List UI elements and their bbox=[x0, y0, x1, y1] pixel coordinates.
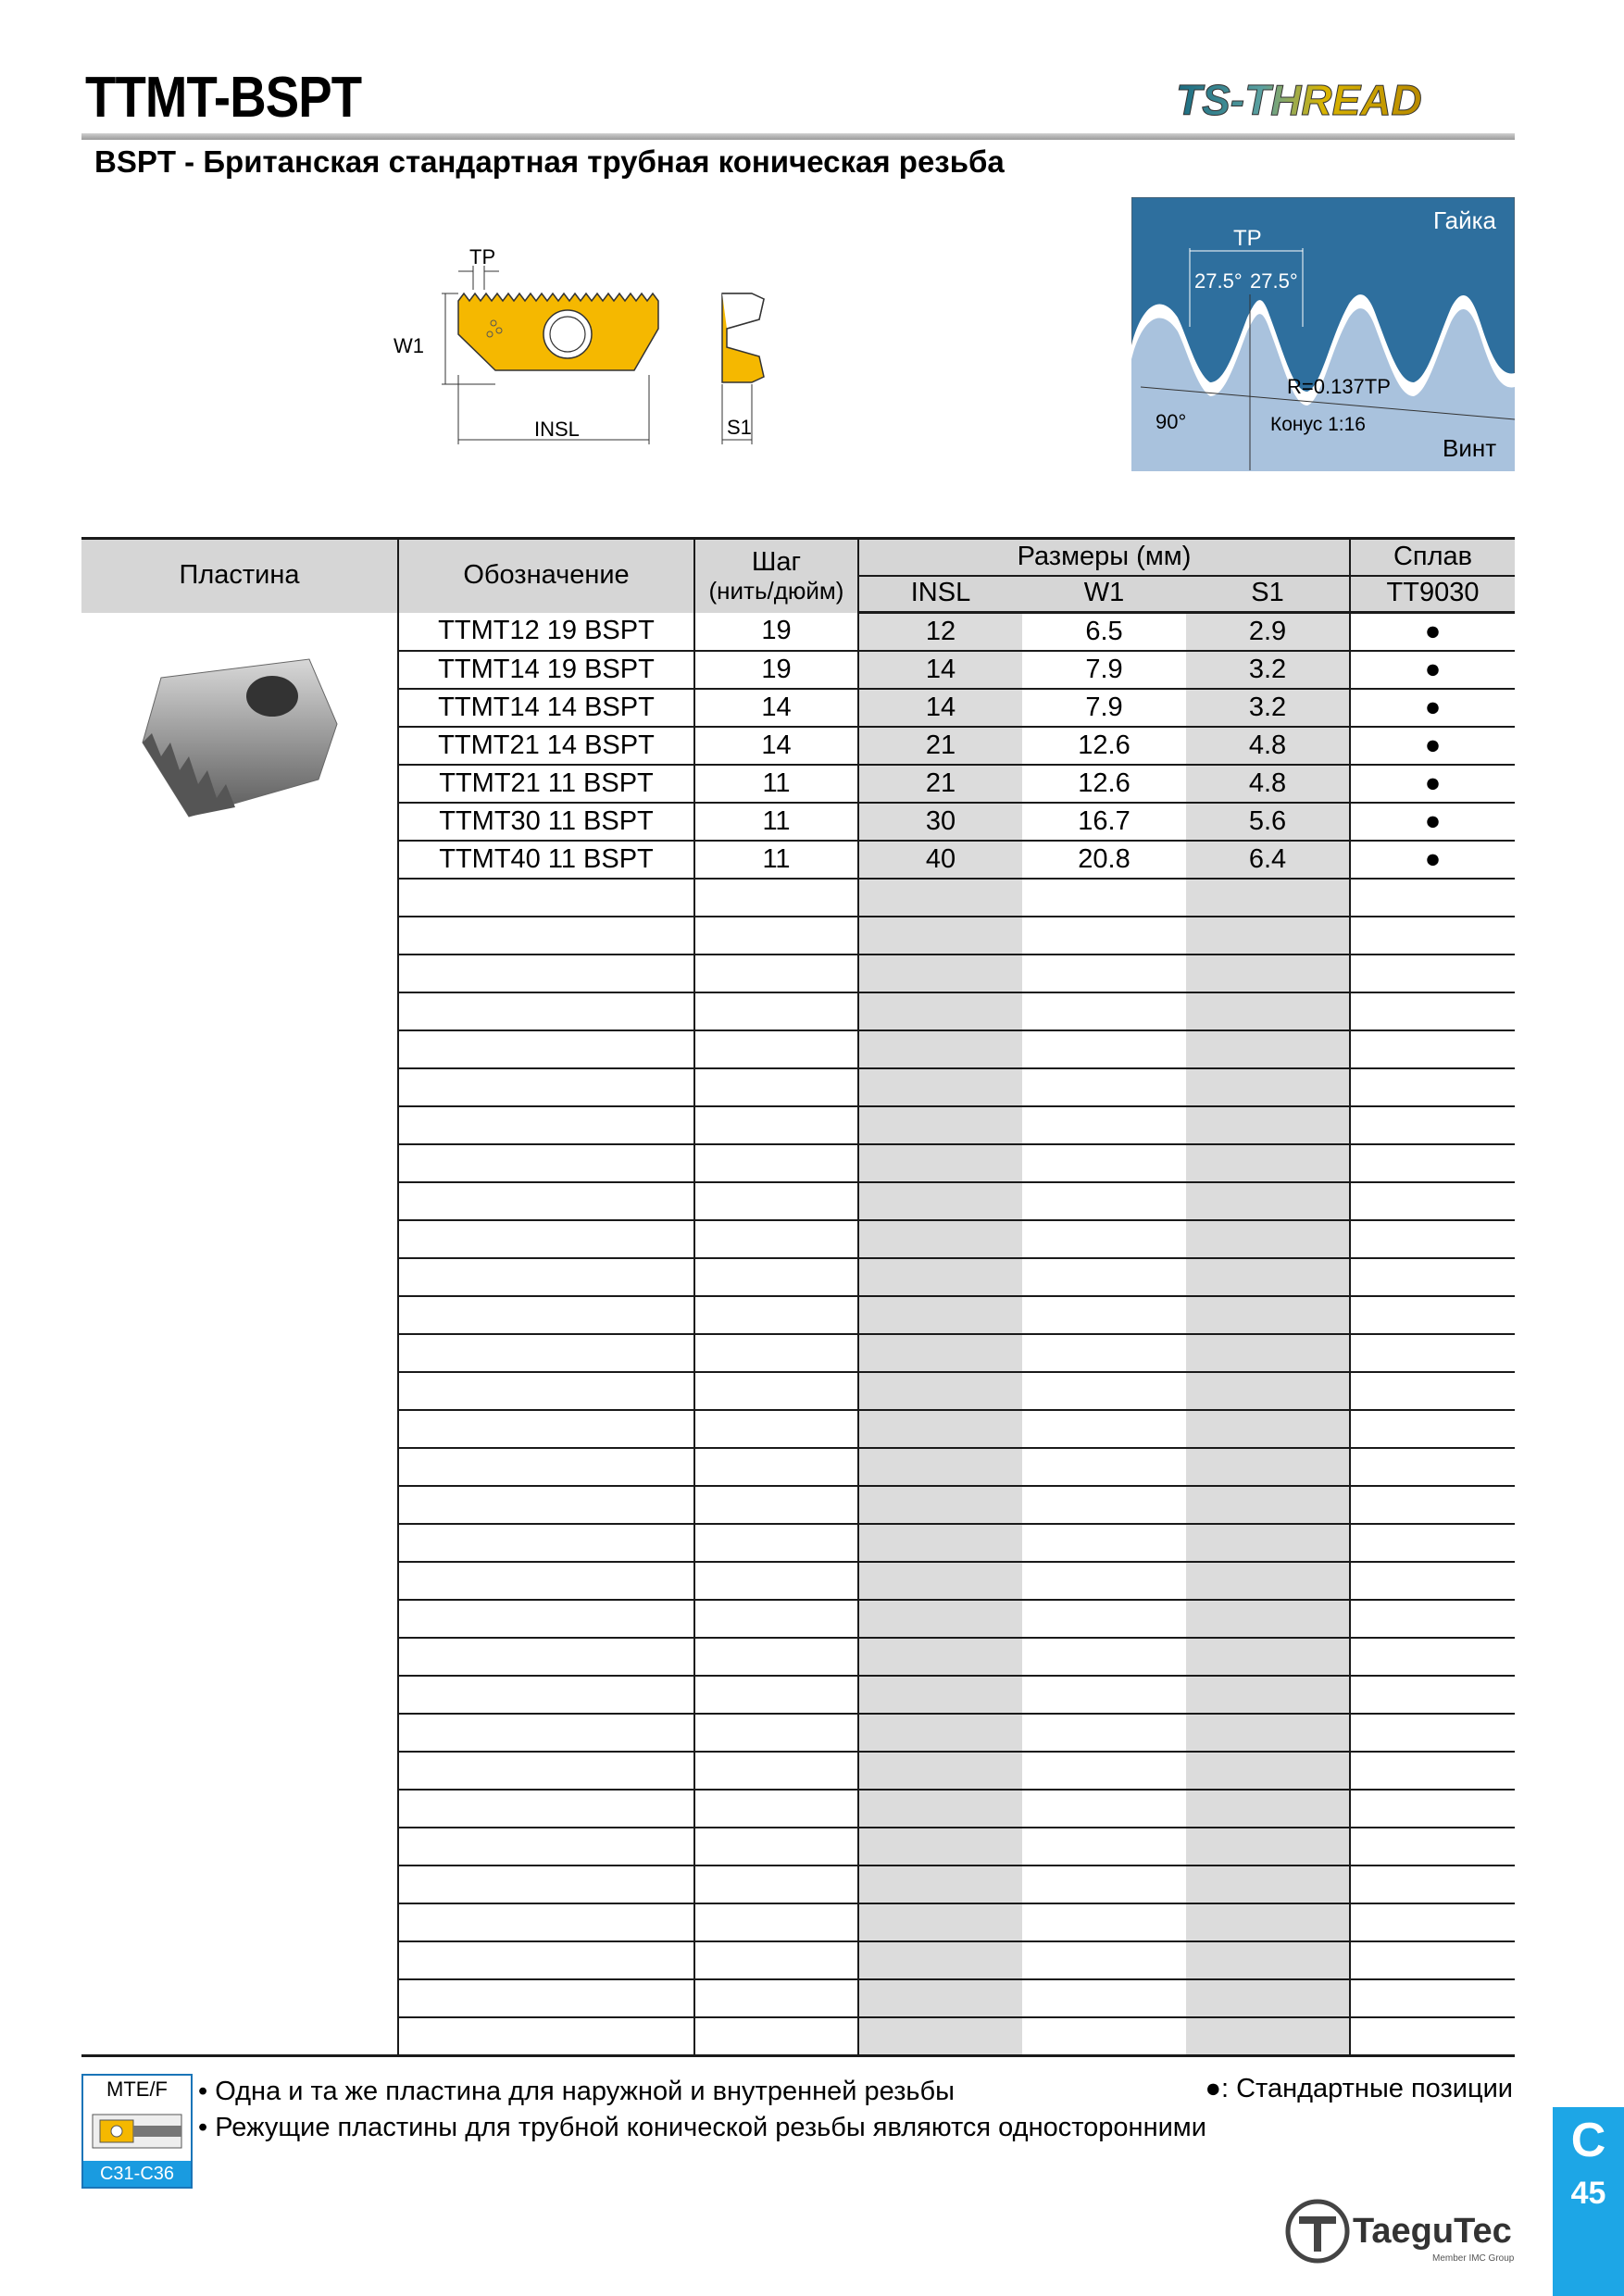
pitch-cell bbox=[694, 1676, 858, 1714]
grade-cell bbox=[1350, 1638, 1515, 1676]
section-tab bbox=[1553, 2107, 1624, 2296]
w1-cell bbox=[1022, 1334, 1186, 1372]
w1-cell bbox=[1022, 1372, 1186, 1410]
w1-cell bbox=[1022, 1562, 1186, 1600]
designation-cell bbox=[398, 1068, 694, 1106]
w1-cell bbox=[1022, 1030, 1186, 1068]
pitch-cell bbox=[694, 1030, 858, 1068]
pitch-cell: 11 bbox=[694, 803, 858, 841]
s1-cell bbox=[1186, 1866, 1350, 1903]
w1-cell bbox=[1022, 1903, 1186, 1941]
designation-cell: TTMT40 11 BSPT bbox=[398, 841, 694, 879]
insl-cell bbox=[858, 1524, 1022, 1562]
s1-cell bbox=[1186, 2017, 1350, 2056]
designation-cell bbox=[398, 1676, 694, 1714]
w1-cell bbox=[1022, 1144, 1186, 1182]
grade-cell bbox=[1350, 1486, 1515, 1524]
grade-cell: ● bbox=[1350, 689, 1515, 727]
angle-left-label: 27.5° bbox=[1194, 269, 1243, 293]
grade-cell bbox=[1350, 992, 1515, 1030]
s1-cell bbox=[1186, 955, 1350, 992]
designation-cell bbox=[398, 1524, 694, 1562]
grade-cell bbox=[1350, 1182, 1515, 1220]
w1-cell bbox=[1022, 1258, 1186, 1296]
w1-cell bbox=[1022, 1182, 1186, 1220]
grade-cell: ● bbox=[1350, 651, 1515, 689]
nut-label: Гайка bbox=[1433, 206, 1497, 234]
pitch-cell bbox=[694, 1600, 858, 1638]
designation-cell bbox=[398, 1486, 694, 1524]
grade-cell: ● bbox=[1350, 841, 1515, 879]
w1-cell bbox=[1022, 2017, 1186, 2056]
header-w1: W1 bbox=[1022, 576, 1186, 613]
insl-cell bbox=[858, 1903, 1022, 1941]
s1-cell bbox=[1186, 1828, 1350, 1866]
pitch-cell bbox=[694, 1903, 858, 1941]
s1-cell bbox=[1186, 1296, 1350, 1334]
pitch-cell bbox=[694, 955, 858, 992]
s1-cell bbox=[1186, 1562, 1350, 1600]
header-pitch-unit: (нить/дюйм) bbox=[708, 576, 844, 605]
insl-cell bbox=[858, 1182, 1022, 1220]
footer-notes bbox=[198, 2074, 1206, 2146]
w1-cell bbox=[1022, 917, 1186, 955]
svg-text:TaeguTec: TaeguTec bbox=[1353, 2212, 1512, 2251]
designation-cell bbox=[398, 1562, 694, 1600]
pitch-cell bbox=[694, 1258, 858, 1296]
pitch-cell bbox=[694, 1790, 858, 1828]
grade-cell bbox=[1350, 1334, 1515, 1372]
pitch-cell bbox=[694, 1752, 858, 1790]
s1-cell bbox=[1186, 1941, 1350, 1979]
insl-cell bbox=[858, 1562, 1022, 1600]
page-subtitle: BSPT - Британская стандартная трубная коническая резьба bbox=[94, 144, 1005, 179]
pitch-cell bbox=[694, 1562, 858, 1600]
pitch-cell bbox=[694, 1979, 858, 2017]
taegutec-logo bbox=[1282, 2185, 1518, 2268]
grade-cell bbox=[1350, 1524, 1515, 1562]
grade-cell bbox=[1350, 1144, 1515, 1182]
designation-cell bbox=[398, 1790, 694, 1828]
designation-cell bbox=[398, 879, 694, 917]
grade-cell bbox=[1350, 1562, 1515, 1600]
ts-thread-logo bbox=[1167, 72, 1518, 128]
w1-cell bbox=[1022, 1106, 1186, 1144]
thread-profile-diagram bbox=[1131, 197, 1515, 471]
insl-cell: 30 bbox=[858, 803, 1022, 841]
insl-cell bbox=[858, 1068, 1022, 1106]
pitch-cell: 11 bbox=[694, 841, 858, 879]
tp-label: TP bbox=[469, 245, 496, 268]
insl-cell bbox=[858, 1714, 1022, 1752]
grade-cell bbox=[1350, 1030, 1515, 1068]
insl-cell bbox=[858, 1638, 1022, 1676]
designation-cell bbox=[398, 1220, 694, 1258]
section-letter: C bbox=[1570, 2114, 1606, 2167]
w1-cell bbox=[1022, 1524, 1186, 1562]
designation-cell bbox=[398, 1372, 694, 1410]
w1-cell: 7.9 bbox=[1022, 689, 1186, 727]
designation-cell bbox=[398, 1296, 694, 1334]
w1-cell bbox=[1022, 1676, 1186, 1714]
insl-cell bbox=[858, 1372, 1022, 1410]
w1-cell bbox=[1022, 879, 1186, 917]
w1-cell bbox=[1022, 1600, 1186, 1638]
header-pitch-label: Шаг bbox=[751, 547, 802, 577]
insl-cell: 21 bbox=[858, 727, 1022, 765]
grade-cell bbox=[1350, 1828, 1515, 1866]
header-insert: Пластина bbox=[81, 539, 398, 613]
designation-cell bbox=[398, 1030, 694, 1068]
grade-cell bbox=[1350, 1448, 1515, 1486]
s1-cell: 3.2 bbox=[1186, 651, 1350, 689]
page-number: 45 bbox=[1570, 2176, 1606, 2211]
pitch-cell bbox=[694, 879, 858, 917]
grade-cell bbox=[1350, 1296, 1515, 1334]
pitch-cell bbox=[694, 917, 858, 955]
designation-cell bbox=[398, 955, 694, 992]
w1-cell bbox=[1022, 1714, 1186, 1752]
insl-cell bbox=[858, 1600, 1022, 1638]
w1-cell: 6.5 bbox=[1022, 613, 1186, 652]
designation-cell bbox=[398, 1638, 694, 1676]
pitch-cell: 11 bbox=[694, 765, 858, 803]
toolholder-reference[interactable] bbox=[81, 2074, 193, 2189]
s1-cell bbox=[1186, 1486, 1350, 1524]
toolholder-icon bbox=[91, 2105, 183, 2155]
w1-cell bbox=[1022, 1752, 1186, 1790]
pitch-cell bbox=[694, 2017, 858, 2056]
designation-cell bbox=[398, 1941, 694, 1979]
pitch-cell: 14 bbox=[694, 689, 858, 727]
insl-cell: 40 bbox=[858, 841, 1022, 879]
grade-cell: ● bbox=[1350, 765, 1515, 803]
profile-tp-label: TP bbox=[1233, 226, 1262, 251]
legend-standard-items: ●: Стандартные позиции bbox=[1205, 2074, 1513, 2103]
grade-cell bbox=[1350, 1258, 1515, 1296]
svg-text:TS-THREAD: TS-THREAD bbox=[1176, 76, 1422, 124]
s1-cell bbox=[1186, 1524, 1350, 1562]
s1-cell bbox=[1186, 879, 1350, 917]
insl-cell bbox=[858, 1258, 1022, 1296]
insert-photo-image bbox=[124, 641, 356, 826]
designation-cell: TTMT21 11 BSPT bbox=[398, 765, 694, 803]
title-divider bbox=[81, 133, 1515, 140]
insl-cell bbox=[858, 1828, 1022, 1866]
insl-cell bbox=[858, 1106, 1022, 1144]
taper-label: Конус 1:16 bbox=[1270, 414, 1366, 435]
designation-cell bbox=[398, 1448, 694, 1486]
s1-cell bbox=[1186, 1372, 1350, 1410]
grade-cell bbox=[1350, 1676, 1515, 1714]
grade-cell bbox=[1350, 2017, 1515, 2056]
grade-cell bbox=[1350, 917, 1515, 955]
designation-cell bbox=[398, 1979, 694, 2017]
w1-cell bbox=[1022, 955, 1186, 992]
grade-cell bbox=[1350, 1714, 1515, 1752]
w1-cell bbox=[1022, 1979, 1186, 2017]
insl-cell bbox=[858, 1676, 1022, 1714]
s1-cell bbox=[1186, 1182, 1350, 1220]
pitch-cell bbox=[694, 1372, 858, 1410]
pitch-cell bbox=[694, 1828, 858, 1866]
insl-cell bbox=[858, 879, 1022, 917]
designation-cell bbox=[398, 1334, 694, 1372]
s1-cell bbox=[1186, 1903, 1350, 1941]
s1-cell: 4.8 bbox=[1186, 727, 1350, 765]
grade-cell bbox=[1350, 1752, 1515, 1790]
spec-table bbox=[81, 537, 1515, 2057]
designation-cell bbox=[398, 1752, 694, 1790]
insert-photo bbox=[81, 613, 398, 2056]
insl-cell: 12 bbox=[858, 613, 1022, 652]
pitch-cell bbox=[694, 1182, 858, 1220]
w1-cell bbox=[1022, 1068, 1186, 1106]
grade-cell bbox=[1350, 1068, 1515, 1106]
header-insl: INSL bbox=[858, 576, 1022, 613]
s1-cell: 3.2 bbox=[1186, 689, 1350, 727]
toolholder-label: MTE/F bbox=[106, 2078, 168, 2101]
designation-cell bbox=[398, 1182, 694, 1220]
designation-cell: TTMT12 19 BSPT bbox=[398, 613, 694, 652]
insl-label: INSL bbox=[534, 418, 580, 441]
w1-cell bbox=[1022, 1638, 1186, 1676]
toolholder-pages: C31-C36 bbox=[83, 2161, 191, 2187]
designation-cell: TTMT21 14 BSPT bbox=[398, 727, 694, 765]
insl-cell bbox=[858, 1030, 1022, 1068]
grade-cell bbox=[1350, 1903, 1515, 1941]
header-s1: S1 bbox=[1186, 576, 1350, 613]
s1-cell: 4.8 bbox=[1186, 765, 1350, 803]
s1-label: S1 bbox=[727, 416, 752, 439]
pitch-cell bbox=[694, 1524, 858, 1562]
insl-cell bbox=[858, 955, 1022, 992]
w1-cell bbox=[1022, 992, 1186, 1030]
s1-cell bbox=[1186, 1600, 1350, 1638]
designation-cell bbox=[398, 2017, 694, 2056]
insl-cell bbox=[858, 917, 1022, 955]
designation-cell: TTMT14 14 BSPT bbox=[398, 689, 694, 727]
table-row bbox=[81, 613, 1515, 652]
screw-label: Винт bbox=[1443, 434, 1497, 462]
s1-cell bbox=[1186, 992, 1350, 1030]
w1-cell bbox=[1022, 1486, 1186, 1524]
insl-cell bbox=[858, 1410, 1022, 1448]
insl-cell bbox=[858, 2017, 1022, 2056]
w1-cell bbox=[1022, 1828, 1186, 1866]
designation-cell bbox=[398, 917, 694, 955]
insl-cell bbox=[858, 1296, 1022, 1334]
insert-dimension-drawing bbox=[384, 245, 801, 468]
w1-cell: 12.6 bbox=[1022, 727, 1186, 765]
w1-cell bbox=[1022, 1790, 1186, 1828]
page-title: TTMT-BSPT bbox=[85, 66, 362, 130]
w1-cell bbox=[1022, 1941, 1186, 1979]
s1-cell bbox=[1186, 1638, 1350, 1676]
grade-cell: ● bbox=[1350, 803, 1515, 841]
header-grade-code: TT9030 bbox=[1350, 576, 1515, 613]
header-grade: Сплав bbox=[1350, 539, 1515, 576]
pitch-cell: 19 bbox=[694, 613, 858, 652]
header-designation: Обозначение bbox=[398, 539, 694, 613]
insl-cell bbox=[858, 1448, 1022, 1486]
s1-cell: 2.9 bbox=[1186, 613, 1350, 652]
note-item: • Режущие пластины для трубной конической резьбы являются односторонними bbox=[198, 2110, 1206, 2146]
w1-cell bbox=[1022, 1448, 1186, 1486]
s1-cell: 6.4 bbox=[1186, 841, 1350, 879]
pitch-cell bbox=[694, 1144, 858, 1182]
designation-cell: TTMT30 11 BSPT bbox=[398, 803, 694, 841]
s1-cell bbox=[1186, 1106, 1350, 1144]
w1-cell: 7.9 bbox=[1022, 651, 1186, 689]
s1-cell bbox=[1186, 1752, 1350, 1790]
pitch-cell bbox=[694, 1941, 858, 1979]
grade-cell bbox=[1350, 1106, 1515, 1144]
grade-cell bbox=[1350, 1979, 1515, 2017]
designation-cell bbox=[398, 1903, 694, 1941]
insl-cell: 14 bbox=[858, 689, 1022, 727]
grade-cell bbox=[1350, 955, 1515, 992]
pitch-cell: 19 bbox=[694, 651, 858, 689]
insl-cell: 14 bbox=[858, 651, 1022, 689]
designation-cell bbox=[398, 1144, 694, 1182]
w1-label: W1 bbox=[394, 334, 424, 357]
pitch-cell bbox=[694, 1220, 858, 1258]
grade-cell bbox=[1350, 879, 1515, 917]
insl-cell bbox=[858, 1486, 1022, 1524]
grade-cell: ● bbox=[1350, 613, 1515, 652]
designation-cell bbox=[398, 1106, 694, 1144]
svg-text:Member IMC Group: Member IMC Group bbox=[1432, 2253, 1515, 2264]
s1-cell bbox=[1186, 1030, 1350, 1068]
w1-cell bbox=[1022, 1410, 1186, 1448]
pitch-cell bbox=[694, 1410, 858, 1448]
pitch-cell bbox=[694, 1068, 858, 1106]
grade-cell bbox=[1350, 1410, 1515, 1448]
insl-cell bbox=[858, 1941, 1022, 1979]
pitch-cell bbox=[694, 1106, 858, 1144]
s1-cell bbox=[1186, 1220, 1350, 1258]
pitch-cell bbox=[694, 1296, 858, 1334]
grade-cell bbox=[1350, 1220, 1515, 1258]
insl-cell bbox=[858, 1220, 1022, 1258]
w1-cell bbox=[1022, 1866, 1186, 1903]
w1-cell bbox=[1022, 1296, 1186, 1334]
grade-cell bbox=[1350, 1941, 1515, 1979]
note-item: • Одна и та же пластина для наружной и внутренней резьбы bbox=[198, 2074, 1206, 2110]
s1-cell bbox=[1186, 1068, 1350, 1106]
pitch-cell bbox=[694, 1714, 858, 1752]
pitch-cell bbox=[694, 1334, 858, 1372]
pitch-cell bbox=[694, 1448, 858, 1486]
designation-cell: TTMT14 19 BSPT bbox=[398, 651, 694, 689]
angle-right-label: 27.5° bbox=[1250, 269, 1298, 293]
insl-cell: 21 bbox=[858, 765, 1022, 803]
designation-cell bbox=[398, 1258, 694, 1296]
designation-cell bbox=[398, 1828, 694, 1866]
designation-cell bbox=[398, 1410, 694, 1448]
pitch-cell bbox=[694, 1638, 858, 1676]
w1-cell bbox=[1022, 1220, 1186, 1258]
w1-cell: 12.6 bbox=[1022, 765, 1186, 803]
designation-cell bbox=[398, 1714, 694, 1752]
pitch-cell: 14 bbox=[694, 727, 858, 765]
s1-cell bbox=[1186, 1979, 1350, 2017]
designation-cell bbox=[398, 1600, 694, 1638]
insl-cell bbox=[858, 1790, 1022, 1828]
s1-cell bbox=[1186, 1144, 1350, 1182]
header-dimensions: Размеры (мм) bbox=[858, 539, 1350, 576]
s1-cell bbox=[1186, 1790, 1350, 1828]
s1-cell bbox=[1186, 1334, 1350, 1372]
s1-cell bbox=[1186, 1410, 1350, 1448]
grade-cell: ● bbox=[1350, 727, 1515, 765]
pitch-cell bbox=[694, 992, 858, 1030]
w1-cell: 16.7 bbox=[1022, 803, 1186, 841]
insl-cell bbox=[858, 992, 1022, 1030]
grade-cell bbox=[1350, 1600, 1515, 1638]
right-angle-label: 90° bbox=[1156, 410, 1187, 433]
insl-cell bbox=[858, 1866, 1022, 1903]
grade-cell bbox=[1350, 1372, 1515, 1410]
insl-cell bbox=[858, 1979, 1022, 2017]
pitch-cell bbox=[694, 1866, 858, 1903]
designation-cell bbox=[398, 992, 694, 1030]
s1-cell bbox=[1186, 1258, 1350, 1296]
s1-cell bbox=[1186, 1714, 1350, 1752]
header-pitch bbox=[694, 539, 858, 613]
insl-cell bbox=[858, 1144, 1022, 1182]
designation-cell bbox=[398, 1866, 694, 1903]
s1-cell bbox=[1186, 917, 1350, 955]
insl-cell bbox=[858, 1752, 1022, 1790]
w1-cell: 20.8 bbox=[1022, 841, 1186, 879]
grade-cell bbox=[1350, 1790, 1515, 1828]
s1-cell bbox=[1186, 1676, 1350, 1714]
radius-label: R=0.137TP bbox=[1287, 375, 1391, 398]
insl-cell bbox=[858, 1334, 1022, 1372]
s1-cell bbox=[1186, 1448, 1350, 1486]
pitch-cell bbox=[694, 1486, 858, 1524]
s1-cell: 5.6 bbox=[1186, 803, 1350, 841]
grade-cell bbox=[1350, 1866, 1515, 1903]
